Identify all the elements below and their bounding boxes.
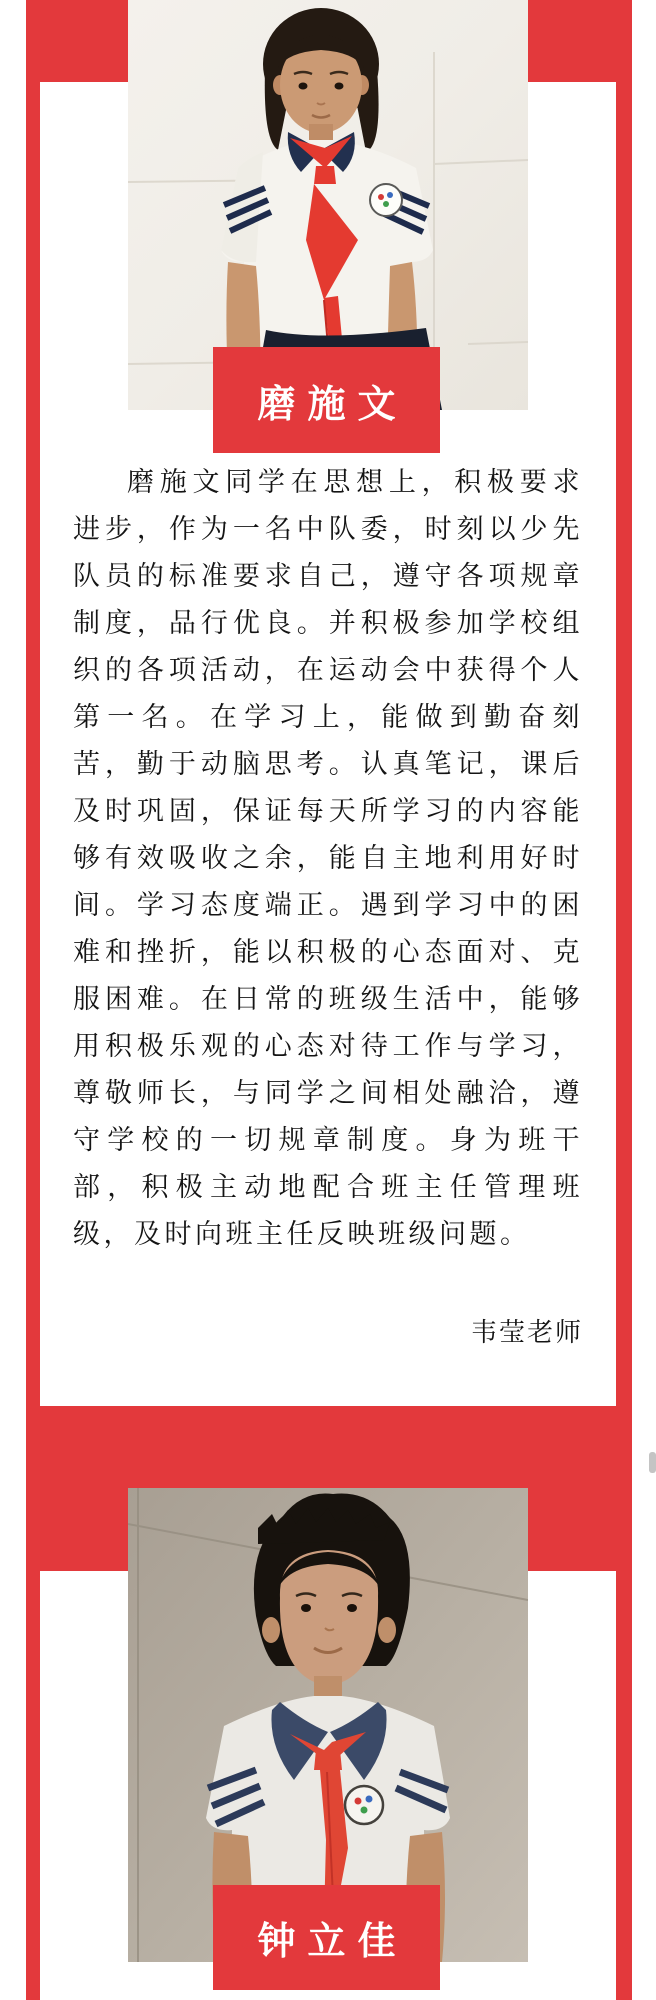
top-left-corner-block xyxy=(26,0,128,82)
top-right-corner-block xyxy=(528,0,632,82)
teacher-signature: 韦莹老师 xyxy=(470,1317,583,1347)
student-name-banner xyxy=(213,1885,440,1990)
right-border-strip xyxy=(616,0,632,2000)
student-name: 钟立佳 xyxy=(257,1921,408,1963)
teacher-evaluation-paragraph: 磨施文同学在思想上，积极要求进步，作为一名中队委，时刻以少先队员的标准要求自己，遵守各项规章制度，品行优良。并积极参加学校组织的各项活动，在运动会中获得个人第一名。在学习上，能做到勤奋刻苦，勤于动脑思考。认真笔记，课后及时巩固，保证每天所学习的内容能够有效吸收之余，能自主地利用好时间。学习态度端正。遇到学习中的困难和挫折，能以积极的心态面对、克服困难。在日常的班级生活中，能够用积极乐观的心态对待工作与学习，尊敬师长，与同学之间相处融洽，遵守学校的一切规章制度。身为班干部，积极主动地配合班主任管理班级，及时向班主任反映班级问题。 xyxy=(73,467,583,1249)
left-border-strip xyxy=(26,0,40,2000)
school-badge xyxy=(370,184,402,216)
school-badge xyxy=(345,1786,383,1824)
scrollbar-thumb[interactable] xyxy=(649,1452,656,1473)
student-name-banner xyxy=(213,347,440,453)
student-name: 磨施文 xyxy=(257,383,408,426)
